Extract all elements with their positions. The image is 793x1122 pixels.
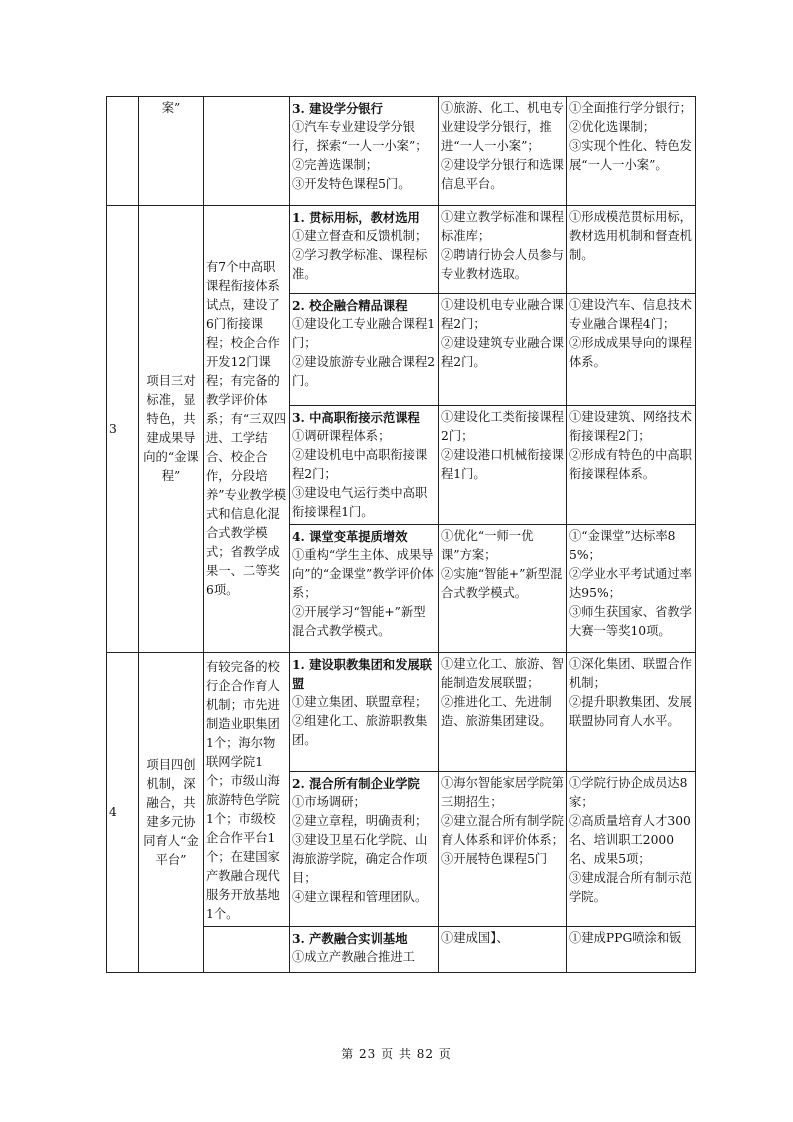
target-line: ②形成成果导向的课程体系。 [569, 336, 692, 369]
measure-line: ②聘请行协会人员参与专业教材选取。 [441, 248, 564, 281]
task-content-line: ②完善选课制； [292, 158, 379, 172]
target-line: ①全面推行学分银行； [569, 101, 692, 115]
measure-line: ②建设学分银行和选课信息平台。 [441, 158, 564, 191]
task-content-cell [290, 927, 439, 973]
measures-cell [439, 406, 567, 525]
target-line: ①深化集团、联盟合作机制； [569, 657, 692, 690]
target-line: ①学院行协企成员达8家； [569, 775, 688, 809]
table-row [107, 206, 696, 294]
task-content-line: ③建设卫星石化学院、山海旅游学院，确定合作项目； [292, 832, 428, 885]
measure-line: ①海尔智能家居学院第三期招生； [441, 775, 564, 809]
measure-line: ①建立化工、旅游、智能制造发展联盟； [441, 657, 564, 690]
task-content-line: ②建立章程，明确责利； [292, 813, 428, 828]
task-content-line: ③开发特色课程5门。 [292, 177, 411, 191]
task-content-line: ②学习教学标准、课程标准。 [292, 248, 428, 281]
task-content-line: ②建设机电中高职衔接课程2门； [292, 448, 428, 481]
targets-cell [567, 294, 696, 406]
targets-cell [567, 927, 696, 973]
measure-line: ①旅游、化工、机电专业建设学分银行，推进“一人一小案”； [441, 101, 564, 153]
task-content-line: ①汽车专业建设学分银行，探索“一人一小案”； [292, 120, 428, 153]
measures-cell [439, 525, 567, 653]
measure-line: ①建设化工类衔接课程2门； [441, 410, 564, 443]
target-line: ③实现个性化、特色发展“一人一小案”。 [569, 139, 692, 172]
task-content-line: ④建立课程和管理团队。 [292, 889, 428, 904]
target-line: ②学业水平考试通过率达95%； [569, 567, 692, 600]
task-content-line: ①市场调研； [292, 794, 366, 809]
measures-cell [439, 97, 567, 206]
project-name: 项目三对标准，显特色，共建成果导向的“金课程” [139, 206, 204, 653]
task-title: 4. 课堂变革提质增效 [292, 529, 408, 544]
task-content-line: ①调研课程体系； [292, 429, 391, 443]
baseline-cell: 有较完备的校行企合作育人机制；市先进制造业职集团1个；海尔物联网学院1个；市级山海旅游特色学院1个；市级校企合作平台1个；在建国家产教融合现代服务开放基地1个。 [204, 653, 290, 927]
project-number: 4 [107, 653, 139, 973]
table-row [107, 97, 696, 206]
project-number [107, 97, 139, 206]
targets-cell [567, 771, 696, 926]
baseline-cell: 有7个中高职课程衔接体系试点，建设了6门衔接课程；校企合作开发12门课程；有完备的教学评价体系；有“三双四进、工学结合、校企合作，分段培养”专业教学模式和信息化混合式教学模式；省教学成果一、二等奖6项。 [204, 206, 290, 653]
task-content-cell [290, 653, 439, 772]
measure-line: ②实施“智能+”新型混合式教学模式。 [441, 567, 563, 600]
task-content-line: ①重构“学生主体、成果导向”的“金课堂”教学评价体系； [292, 548, 434, 600]
page-footer: 第 23 页 共 82 页 [341, 1047, 452, 1061]
target-line: ①形成模范贯标用标，教材选用机制和督查机制。 [569, 210, 692, 262]
project-number: 3 [107, 206, 139, 653]
measure-line: ②建设建筑专业融合课程2门。 [441, 336, 564, 369]
task-content-cell [290, 206, 439, 294]
task-content-line: ①成立产教融合推进工 [292, 950, 415, 964]
target-line: ②形成有特色的中高职衔接课程体系。 [569, 448, 692, 481]
measure-line: ①建立教学标准和课程标准库； [441, 210, 564, 243]
measure-line: ②建立混合所有制学院育人体系和评价体系； [441, 813, 564, 847]
task-content-line: ①建立集团、联盟章程； [292, 695, 428, 709]
task-content-line: ①建设化工专业融合课程1门； [292, 317, 436, 350]
task-content-cell [290, 294, 439, 406]
task-title: 2. 校企融合精品课程 [292, 298, 408, 313]
targets-cell [567, 406, 696, 525]
measures-cell [439, 653, 567, 772]
task-content-cell [290, 406, 439, 525]
task-content-line: ②建设旅游专业融合课程2门。 [292, 355, 436, 388]
target-line: ①建设汽车、信息技术专业融合课程4门； [569, 298, 692, 331]
task-title: 1. 建设职教集团和发展联盟 [292, 657, 433, 691]
targets-cell [567, 525, 696, 653]
target-line: ②优化选课制； [569, 120, 656, 134]
target-line: ①建成PPG喷涂和钣 [569, 931, 682, 945]
measure-line: ③开展特色课程5门 [441, 851, 548, 866]
task-content-line: ①建立督查和反馈机制； [292, 229, 428, 243]
measure-line: ②建设港口机械衔接课程1门。 [441, 448, 564, 481]
target-line: ①建设建筑、网络技术衔接课程2门； [569, 410, 692, 443]
task-content-cell [290, 97, 439, 206]
measures-cell [439, 771, 567, 926]
baseline-cell-empty [204, 927, 290, 973]
measure-line: ②推进化工、先进制造、旅游集团建设。 [441, 695, 552, 728]
project-name: 项目四创机制，深融合，共建多元协同育人“金平台” [139, 653, 204, 973]
task-title: 1. 贯标用标，教材选用 [292, 210, 420, 225]
target-line: ③师生获国家、省教学大赛一等奖10项。 [569, 605, 692, 638]
targets-cell [567, 97, 696, 206]
task-content-line: ③建设电气运行类中高职衔接课程1门。 [292, 486, 428, 519]
target-line: ②高质量培育人才300名、培训职工2000名、成果5项； [569, 813, 691, 866]
measures-cell [439, 927, 567, 973]
plan-table [106, 96, 696, 973]
task-title: 3. 产教融合实训基地 [292, 931, 408, 946]
task-content-line: ②开展学习“智能+”新型混合式教学模式。 [292, 605, 426, 638]
table-row [107, 653, 696, 772]
targets-cell [567, 206, 696, 294]
measures-cell [439, 294, 567, 406]
target-line: ②提升职教集团、发展联盟协同育人水平。 [569, 695, 692, 728]
baseline-cell [204, 97, 290, 206]
project-name: 案” [139, 97, 204, 206]
task-title: 3. 建设学分银行 [292, 101, 383, 116]
target-line: ①“金课堂”达标率85%； [569, 529, 676, 562]
measure-line: ①建成国】、 [441, 931, 509, 945]
measures-cell [439, 206, 567, 294]
measure-line: ①建设机电专业融合课程2门； [441, 298, 564, 331]
target-line: ③建成混合所有制示范学院。 [569, 870, 692, 904]
task-title: 3. 中高职衔接示范课程 [292, 410, 420, 425]
measure-line: ①优化“一师一优课”方案； [441, 529, 534, 562]
task-content-cell [290, 771, 439, 926]
targets-cell [567, 653, 696, 772]
task-content-cell [290, 525, 439, 653]
task-title: 2. 混合所有制企业学院 [292, 775, 420, 791]
task-content-line: ②组建化工、旅游职教集团。 [292, 714, 428, 747]
